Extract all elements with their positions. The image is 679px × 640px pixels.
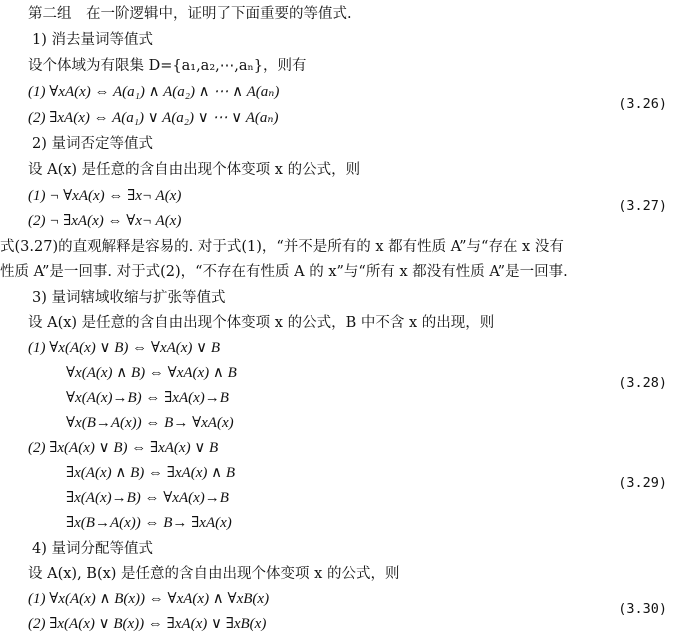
- formula-3-29-2: ∃x(A(x) ∧ B) ⇔ ∃xA(x) ∧ B: [66, 465, 235, 481]
- equation-number-3-29: (3.29): [618, 475, 667, 491]
- section-1-intro: 设个体域为有限集 D={a₁,a₂,⋯,aₙ}，则有: [28, 58, 307, 74]
- explanation-line-2: 性质 A”是一回事. 对于式(2)，“不存在有性质 A 的 x”与“所有 x 都没有性质 A”是一回事.: [0, 264, 568, 280]
- formula-3-28-4: ∀x(B→A(x)) ⇔ B→ ∀xA(x): [66, 415, 234, 431]
- section-4-heading: 4) 量词分配等值式: [32, 541, 153, 557]
- formula-3-28-1: (1) ∀x(A(x) ∨ B) ⇔ ∀xA(x) ∨ B: [28, 340, 221, 356]
- formula-3-30-2: (2) ∃x(A(x) ∨ B(x)) ⇔ ∃xA(x) ∨ ∃xB(x): [28, 616, 267, 632]
- section-1-heading: 1) 消去量词等值式: [32, 32, 153, 48]
- explanation-line-1: 式(3.27)的直观解释是容易的. 对于式(1)，“并不是所有的 x 都有性质 A”与“存在 x 没有: [0, 239, 564, 255]
- section-2-heading: 2) 量词否定等值式: [32, 136, 153, 152]
- formula-3-30-1: (1) ∀x(A(x) ∧ B(x)) ⇔ ∀xA(x) ∧ ∀xB(x): [28, 591, 270, 607]
- section-3-heading: 3) 量词辖域收缩与扩张等值式: [32, 290, 226, 306]
- formula-3-27-2: (2) ¬ ∃xA(x) ⇔ ∀x¬ A(x): [28, 213, 182, 229]
- equation-number-3-26: (3.26): [618, 96, 667, 112]
- formula-3-26-2: (2) ∃xA(x) ⇔ A(a₁) ∨ A(a₂) ∨ ⋯ ∨ A(aₙ): [28, 110, 279, 126]
- formula-3-29-1: (2) ∃x(A(x) ∨ B) ⇔ ∃xA(x) ∨ B: [28, 440, 219, 456]
- group-title: 第二组 在一阶逻辑中，证明了下面重要的等值式.: [28, 6, 352, 22]
- formula-3-29-3: ∃x(A(x)→B) ⇔ ∀xA(x)→B: [66, 490, 229, 506]
- formula-3-26-1: (1) ∀xA(x) ⇔ A(a₁) ∧ A(a₂) ∧ ⋯ ∧ A(aₙ): [28, 84, 280, 100]
- formula-3-28-3: ∀x(A(x)→B) ⇔ ∃xA(x)→B: [66, 390, 229, 406]
- formula-3-28-2: ∀x(A(x) ∧ B) ⇔ ∀xA(x) ∧ B: [66, 365, 237, 381]
- equation-number-3-30: (3.30): [618, 601, 667, 617]
- section-2-intro: 设 A(x) 是任意的含自由出现个体变项 x 的公式，则: [28, 162, 361, 178]
- section-4-intro: 设 A(x), B(x) 是任意的含自由出现个体变项 x 的公式，则: [28, 566, 400, 582]
- section-3-intro: 设 A(x) 是任意的含自由出现个体变项 x 的公式，B 中不含 x 的出现，则: [28, 315, 495, 331]
- equation-number-3-28: (3.28): [618, 375, 667, 391]
- formula-3-27-1: (1) ¬ ∀xA(x) ⇔ ∃x¬ A(x): [28, 188, 182, 204]
- equation-number-3-27: (3.27): [618, 198, 667, 214]
- formula-3-29-4: ∃x(B→A(x)) ⇔ B→ ∃xA(x): [66, 515, 232, 531]
